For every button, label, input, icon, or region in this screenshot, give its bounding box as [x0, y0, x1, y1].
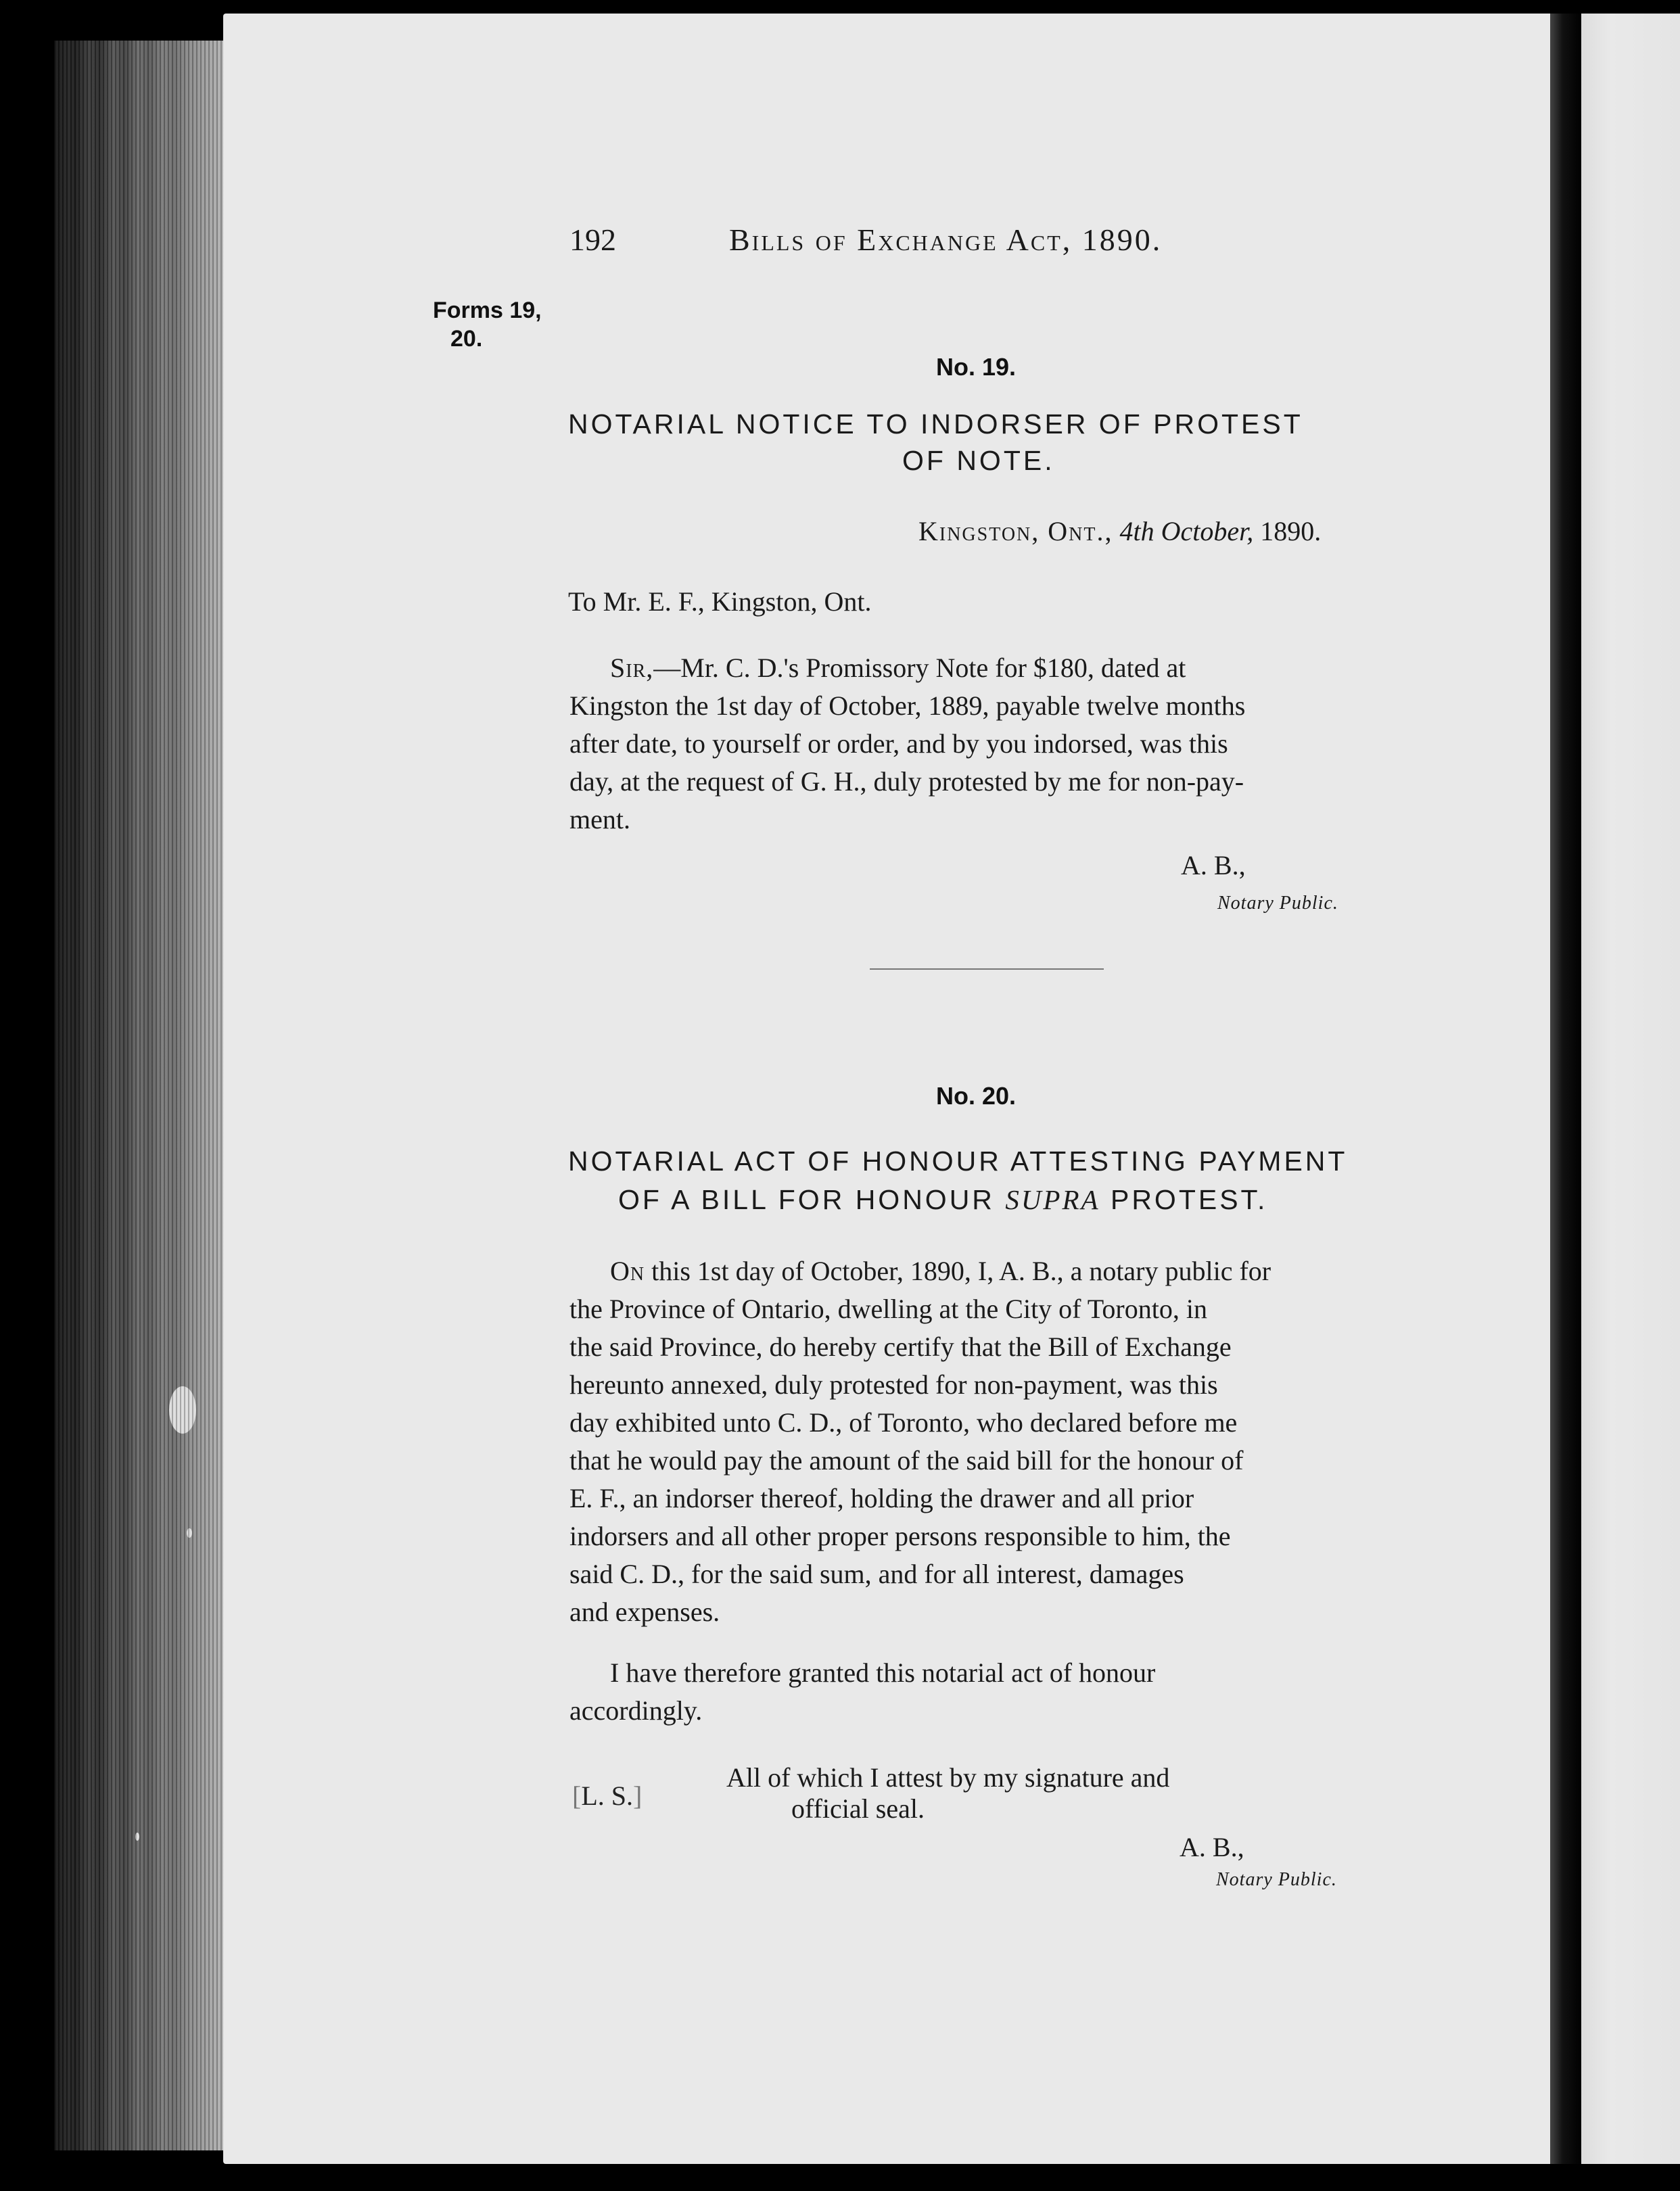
- body-text: —Mr. C. D.'s Promissory Note for $180, dated at: [653, 653, 1186, 683]
- salutation: Sir,: [610, 653, 654, 683]
- body-line: Kingston the 1st day of October, 1889, payable twelve months: [569, 690, 1246, 721]
- page-speck: [135, 1833, 139, 1841]
- scan-bottom-border: [0, 2164, 1680, 2191]
- dateline-date: 4th October,: [1119, 516, 1254, 546]
- body-line: that he would pay the amount of the said bill for the honour of: [569, 1445, 1244, 1476]
- form-19-dateline: [918, 515, 1321, 547]
- form-19-addressee: To Mr. E. F., Kingston, Ont.: [568, 586, 872, 617]
- form-20-heading: NOTARIAL ACT OF HONOUR ATTESTING PAYMENT: [568, 1146, 1348, 1177]
- book-page-stack: [54, 41, 230, 2150]
- section-divider: [870, 968, 1104, 970]
- scan-left-shadow: [0, 0, 54, 2191]
- body-line: hereunto annexed, duly protested for non-payment, was this: [569, 1369, 1218, 1400]
- book-page: [223, 14, 1550, 2164]
- form-20-attestation: [726, 1762, 1169, 1824]
- page-speck: [169, 1386, 196, 1434]
- dateline-place: Kingston, Ont.,: [918, 516, 1113, 546]
- body-line: I have therefore granted this notarial act of honour: [610, 1657, 1156, 1688]
- form-20-number: No. 20.: [936, 1082, 1017, 1110]
- attest-line: official seal.: [791, 1793, 925, 1824]
- body-line: the said Province, do hereby certify that the Bill of Exchange: [569, 1332, 1232, 1362]
- body-line: and expenses.: [569, 1597, 720, 1627]
- form-20-heading-cont: [618, 1183, 1267, 1216]
- body-line: day, at the request of G. H., duly protested by me for non-pay-: [569, 766, 1244, 797]
- margin-note: [433, 296, 542, 353]
- margin-note-line: 20.: [450, 326, 483, 352]
- body-line: [569, 1252, 1271, 1290]
- page-speck: [187, 1528, 192, 1538]
- form-19-signature: A. B.,: [1181, 850, 1246, 880]
- body-line: [569, 649, 1245, 687]
- heading-text: OF A BILL FOR HONOUR: [618, 1184, 995, 1215]
- margin-note-line: Forms 19,: [433, 298, 542, 323]
- body-line: E. F., an indorser thereof, holding the drawer and all prior: [569, 1483, 1194, 1513]
- body-line: the Province of Ontario, dwelling at the City of Toronto, in: [569, 1294, 1207, 1324]
- heading-italic: SUPRA: [1005, 1184, 1100, 1215]
- seal-text: L. S.: [581, 1781, 634, 1811]
- body-line: indorsers and all other proper persons responsible to him, the: [569, 1521, 1231, 1551]
- form-20-grant: [569, 1654, 1155, 1730]
- facing-page-edge: [1581, 14, 1680, 2164]
- page-number: 192: [569, 222, 616, 257]
- body-line: ment.: [569, 804, 630, 834]
- first-word: On: [610, 1256, 645, 1286]
- form-19-signature-title: Notary Public.: [1217, 893, 1338, 914]
- form-20-signature: A. B.,: [1180, 1832, 1244, 1862]
- form-19-heading-cont: OF NOTE.: [902, 445, 1055, 476]
- seal-mark: [L. S.]: [572, 1781, 643, 1811]
- body-line: said C. D., for the said sum, and for all interest, damages: [569, 1559, 1184, 1589]
- form-20-body: [569, 1252, 1271, 1631]
- book-gutter: [1550, 14, 1581, 2164]
- running-title: Bills of Exchange Act, 1890.: [729, 222, 1163, 257]
- form-20-signature-title: Notary Public.: [1216, 1869, 1337, 1890]
- body-line: after date, to yourself or order, and by you indorsed, was this: [569, 728, 1228, 759]
- form-19-body: [569, 649, 1245, 839]
- form-19-number: No. 19.: [936, 353, 1017, 381]
- attest-line: All of which I attest by my signature and: [726, 1762, 1170, 1793]
- form-19-heading: NOTARIAL NOTICE TO INDORSER OF PROTEST: [568, 408, 1303, 440]
- dateline-year: 1890.: [1260, 516, 1322, 546]
- body-line: accordingly.: [569, 1695, 703, 1726]
- heading-text: PROTEST.: [1110, 1184, 1268, 1215]
- body-text: this 1st day of October, 1890, I, A. B., a notary public for: [645, 1256, 1271, 1286]
- body-line: day exhibited unto C. D., of Toronto, who declared before me: [569, 1407, 1238, 1438]
